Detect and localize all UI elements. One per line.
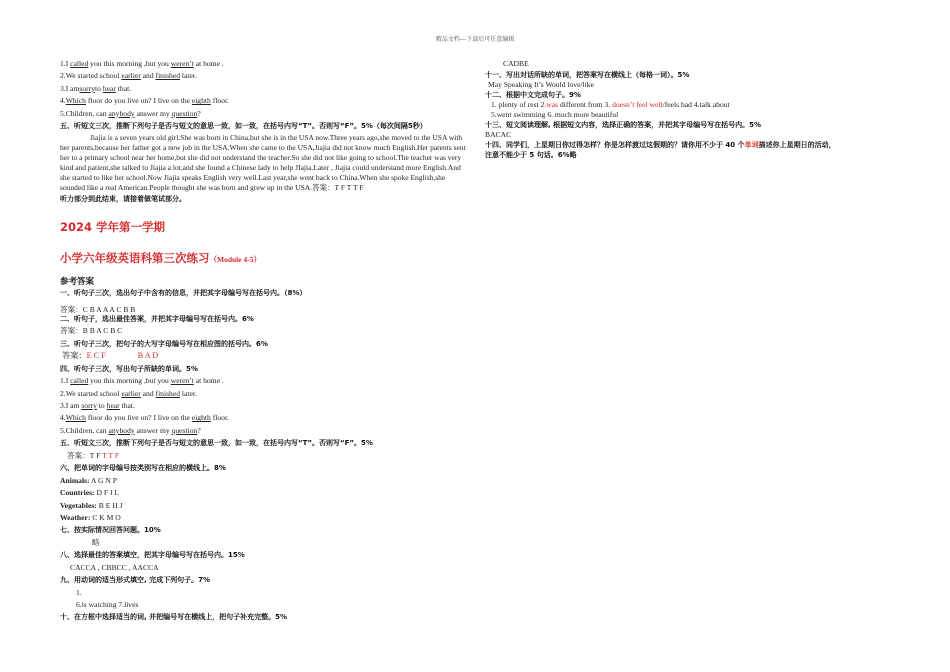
sentence-text: later.: [180, 388, 197, 398]
sentence-text: you this morning ,but you: [88, 59, 171, 68]
category-answers: [60, 475, 470, 525]
s12-was: was: [546, 100, 559, 110]
fill-blank-item: [60, 83, 470, 95]
section-5-title: 五、听短文三次，推断下列句子是否与短文的意思一致，如一致，在括号内写“T”。否则写“F”。5%（每次间隔5秒）: [60, 122, 427, 131]
blank-answer: anybody: [108, 425, 135, 435]
section-1-answer: 答案：C B A A A C B B: [60, 304, 136, 314]
section-9-line-1: 1.: [76, 587, 82, 597]
section-3-title: 三、听句子三次，把句子的大写字母编号写在相应图的括号内。6%: [60, 339, 268, 348]
sentence-text: 5.Children, can: [60, 108, 109, 118]
s14-part-c: 注意不能少于 5 句话。6%: [485, 151, 570, 160]
category-value: A G N P: [89, 475, 117, 485]
blank-answer: finished: [155, 388, 181, 398]
sentence-text: that.: [119, 401, 135, 411]
sentence-text: and: [140, 71, 156, 81]
fill-blank-item: [60, 95, 470, 107]
fill-blank-item: [60, 58, 470, 70]
blank-answer: weren’t: [170, 376, 194, 386]
section-4-title: 四、听句子三次，写出句子所缺的单词。5%: [60, 364, 198, 373]
blank-answer: eighth: [191, 413, 211, 423]
blank-answer: eighth: [191, 96, 211, 106]
sentence-text: at home .: [193, 376, 224, 386]
right-column: [485, 58, 905, 160]
category-label: Vegetables:: [60, 500, 97, 510]
reference-answer-heading: 参考答案: [60, 277, 95, 288]
left-column: [60, 58, 470, 624]
s12-part-a: 1. plenty of rest 2.: [491, 100, 547, 110]
section-12-title: 十二、根据中文完成句子。9%: [485, 91, 581, 100]
blank-answer: Which: [65, 96, 86, 106]
section-6-title: 六、把单词的字母编号按类别写在相应的横线上。8%: [60, 464, 226, 473]
section-5b-title: 五、听短文三次，推断下列句子是否与短文的意思一致，如一致，在括号内写“T”。否则写“F”。5%: [60, 439, 373, 448]
category-row: [60, 487, 470, 499]
answer-group-b: B A D: [137, 351, 159, 361]
s12-part-b: different from 3.: [558, 100, 613, 110]
sentence-text: you this morning ,but you: [88, 376, 171, 386]
exam-title: [60, 249, 470, 267]
blank-answer: finished: [155, 71, 181, 81]
sentence-text: at home .: [193, 59, 224, 68]
sentence-text: 1.I: [60, 59, 71, 68]
sentence-text: floor.: [210, 96, 229, 106]
sentence-text: answer my: [134, 108, 172, 118]
answer-label: 答案：T F: [67, 450, 101, 460]
sentence-text: later.: [180, 71, 197, 81]
listening-end-note: 听力部分到此结束，请接着做笔试部分。: [60, 194, 186, 203]
section-11-answer: May Speaking It’s Would love/like: [488, 80, 594, 90]
sentence-text: ?: [197, 425, 201, 435]
category-row: [60, 475, 470, 487]
sentence-text: 3.I am: [60, 401, 82, 411]
fill-blank-item: [60, 400, 470, 412]
sentence-text: 1.I: [60, 376, 71, 386]
section-12-line-1: [485, 100, 905, 110]
fill-blank-list-top: [60, 58, 470, 120]
category-value: B E H J: [96, 500, 123, 510]
fill-blank-item: [60, 108, 470, 120]
blank-answer: earlier: [121, 388, 141, 398]
blank-answer: Which: [65, 413, 86, 423]
sentence-text: to: [95, 83, 103, 93]
fill-blank-item: [60, 425, 470, 437]
fill-blank-list-answers: [60, 375, 470, 437]
section-3-answer: [60, 350, 470, 362]
s12-part-c: /feels bad 4.talk about: [662, 100, 730, 110]
sentence-text: floor do you live on? I live on the: [85, 96, 192, 106]
section-8-answer: CACCA , CBBCC , AACCA: [70, 562, 159, 572]
sentence-text: 2.We started school: [60, 388, 122, 398]
sentence-text: that.: [115, 83, 132, 93]
section-14-title: [485, 140, 905, 150]
category-label: Countries:: [60, 488, 95, 498]
section-14-note: [485, 150, 905, 160]
blank-answer: hear: [106, 401, 120, 411]
s14-part-b: 描述你上星期日的活动，: [758, 141, 836, 150]
answer-red: T T F: [102, 450, 120, 460]
section-9-line-2: 6.is watching 7.lives: [76, 600, 139, 610]
category-value: D F I L: [94, 488, 120, 498]
blank-answer: question: [171, 108, 198, 118]
section-11-title: 十一、写出对话所缺的单词，把答案写在横线上（每格一词）。5%: [485, 71, 690, 80]
section-13-answer: BACAC: [485, 130, 512, 140]
blank-answer: question: [171, 425, 198, 435]
blank-answer: called: [70, 376, 89, 386]
section-5b-answer: [60, 450, 470, 462]
passage-text: Jiajia is a seven years old girl.She was born in China,but she is in the USA now.Three years ago,she moved to the USA with her parents,because her father got a new job in the USA.When she came to the USA,Jiajia did not know much English.Her parents sent her to a primary school near her home,but she did not understand the teacher.So she did not like going to school.The teacher was very kind and patient,she talked to Jiajia a lot,and she found a Chinese lady to help JIajia.Later , Jiajia could understand more English.And she started to like her school.Now Jiajia speaks English very well.Last year,she went back to China.When she spoke English,she sounded like a real American.People thought she was born and grew up in the USA.: [60, 132, 466, 192]
section-10-answer: CADBE: [503, 59, 529, 68]
section-13-title: 十三、短文阅读理解, 根据短文内容，选择正确的答案，并把其字母编号写在括号内。5%: [485, 121, 761, 130]
fill-blank-item: [60, 70, 470, 82]
section-12-line-2: 5.went swimming 6. much more beautiful: [491, 110, 619, 120]
exam-module: （Module 4-5）: [209, 255, 261, 265]
category-row: [60, 512, 470, 524]
blank-answer: earlier: [121, 71, 141, 81]
sentence-text: floor.: [210, 413, 229, 423]
sentence-text: 4.: [60, 96, 66, 106]
s12-red-phrase: doesn’t feel well: [612, 100, 663, 110]
section-7-answer: 略: [92, 537, 100, 547]
section-10-title: 十、在方框中选择适当的词, 并把编号写在横线上，把句子补充完整。5%: [60, 613, 287, 622]
sentence-text: 4.: [60, 413, 66, 423]
section-1-title: 一、听句子三次，选出句子中含有的信息，并把其字母编号写在括号内。（8%）: [60, 289, 307, 298]
blank-answer: weren’t: [170, 59, 194, 68]
category-row: [60, 500, 470, 512]
sentence-text: to: [96, 401, 107, 411]
category-label: Animals:: [60, 475, 90, 485]
section-2-title: 二、听句子，选出最佳答案，并把其字母编号写在括号内。6%: [60, 314, 254, 323]
blank-answer: anybody: [108, 108, 135, 118]
blank-answer: sorry: [81, 401, 97, 411]
s14-red-word: 单词: [744, 141, 759, 150]
blank-answer: called: [70, 59, 89, 68]
fill-blank-item: [60, 388, 470, 400]
fill-blank-item: [60, 412, 470, 424]
listening-passage: [60, 133, 470, 193]
sentence-text: ?: [197, 108, 201, 118]
s14-part-a: 十四、同学们，上星期日你过得怎样？你是怎样渡过这假期的？请你用不少于 40 个: [485, 141, 745, 150]
sentence-text: answer my: [134, 425, 172, 435]
sentence-text: and: [140, 388, 156, 398]
exam-title-text: 小学六年级英语科第三次练习: [60, 251, 210, 266]
passage-answer: 答案：T F T T F: [312, 182, 364, 192]
year-title: 2024 学年第一学期: [60, 220, 166, 235]
blank-answer: sorry: [79, 83, 96, 93]
sentence-text: 3.I am: [60, 83, 80, 93]
sentence-text: floor do you live on? I live on the: [85, 413, 192, 423]
sentence-text: 2.We started school: [60, 71, 122, 81]
category-label: Weather:: [60, 512, 91, 522]
s14-answer: 略: [569, 151, 577, 160]
section-9-title: 九、用动词的适当形式填空, 完成下列句子。7%: [60, 576, 210, 585]
page-header: 精品文档---下载后可任意编辑: [435, 36, 515, 43]
section-2-answer: 答案：B B A C B C: [60, 326, 123, 336]
answer-label: 答案：: [62, 351, 87, 361]
blank-answer: hear: [102, 83, 116, 93]
fill-blank-item: [60, 375, 470, 387]
category-value: C K M O: [90, 512, 121, 522]
section-7-title: 七、按实际情况回答问题。10%: [60, 526, 161, 535]
sentence-text: 5.Children, can: [60, 425, 109, 435]
section-8-title: 八、选择最佳的答案填空，把其字母编号写在括号内。15%: [60, 551, 245, 560]
answer-group-a: E C F: [86, 351, 106, 361]
